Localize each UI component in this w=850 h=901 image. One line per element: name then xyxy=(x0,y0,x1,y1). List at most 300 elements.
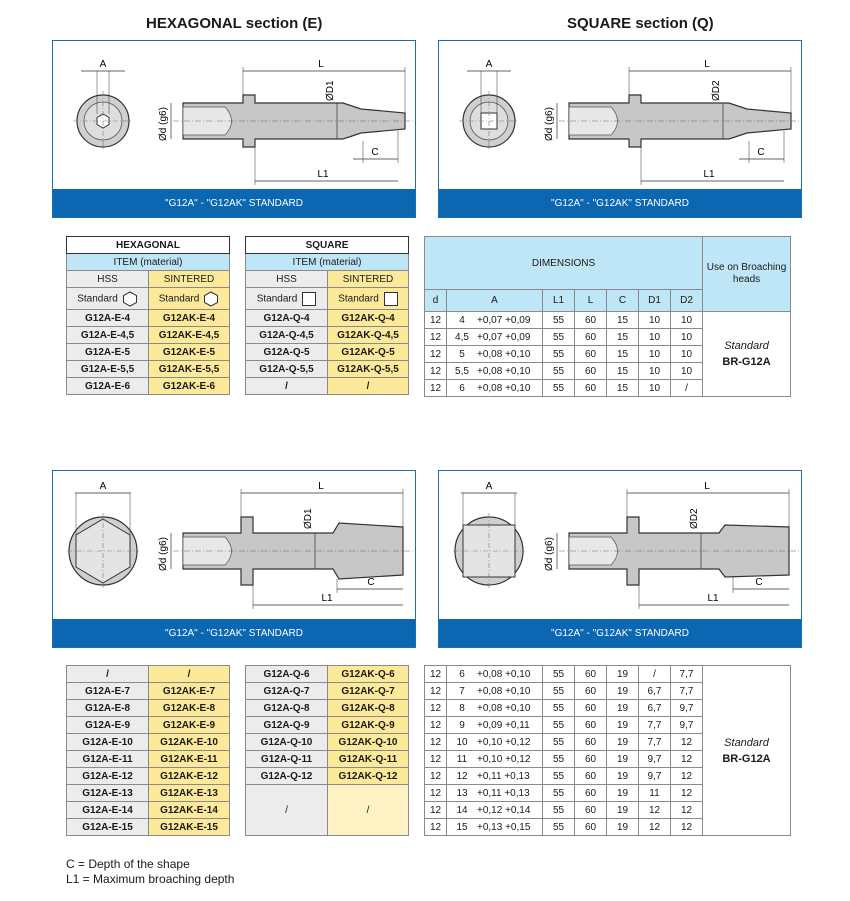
dim-label-l1: L1 xyxy=(321,593,333,604)
dim-a xyxy=(447,768,543,785)
hss-item-code: G12A-E-10 xyxy=(67,734,149,751)
dim-a-value: 9 xyxy=(459,719,465,731)
broaching-head-cell xyxy=(703,312,791,397)
dim-d1: 10 xyxy=(639,380,671,397)
dim-l: 60 xyxy=(575,734,607,751)
sintered-item-code: G12AK-Q-11 xyxy=(328,751,409,768)
hss-item-code: G12A-Q-7 xyxy=(246,683,328,700)
square-icon xyxy=(384,292,398,306)
broaching-head-model: BR-G12A xyxy=(722,356,771,368)
dim-a-value: 14 xyxy=(456,804,468,816)
sintered-item-code: G12AK-Q-12 xyxy=(328,768,409,785)
sintered-item-code: / xyxy=(149,666,230,683)
sintered-standard-cell xyxy=(149,288,230,310)
dim-d1: 7,7 xyxy=(639,717,671,734)
hss-standard-cell xyxy=(67,288,149,310)
dim-label-d: Ød (g6) xyxy=(158,537,169,571)
table-row xyxy=(67,310,230,327)
table-row xyxy=(246,717,409,734)
table-row xyxy=(67,683,230,700)
hss-item-code: G12A-E-8 xyxy=(67,700,149,717)
dim-a-value: 6 xyxy=(459,382,465,394)
dim-a-value: 13 xyxy=(456,787,468,799)
table-row xyxy=(67,361,230,378)
note-c: C = Depth of the shape xyxy=(66,857,190,871)
table-row xyxy=(67,378,230,395)
dim-d: 12 xyxy=(425,785,447,802)
dim-a-tolerance: +0,11 +0,13 xyxy=(477,787,530,799)
dim-d2: 10 xyxy=(671,329,703,346)
dim-label-a: A xyxy=(99,59,107,70)
dim-c: 19 xyxy=(607,768,639,785)
drawing-panel-square-top xyxy=(438,40,802,218)
dim-label-d2: ØD2 xyxy=(711,80,722,101)
dim-a-value: 5 xyxy=(459,348,465,360)
sintered-header: SINTERED xyxy=(328,271,409,288)
table-row xyxy=(246,683,409,700)
dim-l1: 55 xyxy=(543,802,575,819)
dim-a-tolerance: +0,08 +0,10 xyxy=(477,668,531,680)
dim-d: 12 xyxy=(425,346,447,363)
empty-cell: / xyxy=(328,785,409,836)
dim-l: 60 xyxy=(575,785,607,802)
dim-label-d: Ød (g6) xyxy=(158,107,169,141)
broaching-head-model: BR-G12A xyxy=(722,752,771,765)
dim-a-value: 8 xyxy=(459,702,465,714)
standard-band: "G12A" - "G12AK" STANDARD xyxy=(53,619,415,647)
sintered-item-code: G12AK-Q-7 xyxy=(328,683,409,700)
dim-col-header: D2 xyxy=(671,290,703,312)
dim-label-c: C xyxy=(367,577,375,588)
dim-l: 60 xyxy=(575,768,607,785)
dim-d1: 7,7 xyxy=(639,734,671,751)
dim-l: 60 xyxy=(575,802,607,819)
table-row xyxy=(67,327,230,344)
hss-item-code: G12A-Q-11 xyxy=(246,751,328,768)
dim-a-tolerance: +0,12 +0,14 xyxy=(477,804,531,816)
dim-d2: 9,7 xyxy=(671,700,703,717)
use-on-header: Use on Broaching heads xyxy=(703,237,791,312)
dim-a-tolerance: +0,08 +0,10 xyxy=(477,382,531,394)
dim-l1: 55 xyxy=(543,717,575,734)
dim-a xyxy=(447,751,543,768)
dim-c: 19 xyxy=(607,700,639,717)
dimensions-header: DIMENSIONS xyxy=(425,237,703,290)
footnotes xyxy=(66,857,234,887)
dim-a-tolerance: +0,10 +0,12 xyxy=(477,736,531,748)
hss-item-code: G12A-E-5 xyxy=(67,344,149,361)
dim-a-value: 10 xyxy=(456,736,468,748)
hss-item-code: G12A-E-7 xyxy=(67,683,149,700)
dim-l1: 55 xyxy=(543,785,575,802)
dim-a-value: 4 xyxy=(459,314,465,326)
item-material-header: ITEM (material) xyxy=(246,254,409,271)
dim-col-header: d xyxy=(425,290,447,312)
dim-d2: 12 xyxy=(671,802,703,819)
dim-a xyxy=(447,666,543,683)
hss-item-code: G12A-E-14 xyxy=(67,802,149,819)
hss-item-code: G12A-Q-8 xyxy=(246,700,328,717)
dim-a-value: 4,5 xyxy=(455,331,469,343)
dim-a-value: 12 xyxy=(456,770,468,782)
sintered-item-code: G12AK-Q-5 xyxy=(328,344,409,361)
dim-c: 19 xyxy=(607,666,639,683)
dim-d2: / xyxy=(671,380,703,397)
table-row xyxy=(246,327,409,344)
dim-d: 12 xyxy=(425,819,447,836)
dim-label-d1: ØD1 xyxy=(303,508,314,529)
dim-a xyxy=(447,802,543,819)
sintered-item-code: G12AK-E-7 xyxy=(149,683,230,700)
dim-l: 60 xyxy=(575,363,607,380)
table-row xyxy=(67,819,230,836)
dim-d2: 7,7 xyxy=(671,666,703,683)
dim-d: 12 xyxy=(425,734,447,751)
dim-c: 19 xyxy=(607,683,639,700)
dim-l: 60 xyxy=(575,819,607,836)
hexagonal-item-table-2 xyxy=(66,665,230,836)
dim-label-d: Ød (g6) xyxy=(544,107,555,141)
table-row xyxy=(425,666,791,683)
hss-item-code: G12A-Q-4 xyxy=(246,310,328,327)
dim-l1: 55 xyxy=(543,819,575,836)
sintered-item-code: G12AK-E-5 xyxy=(149,344,230,361)
dim-d: 12 xyxy=(425,768,447,785)
dim-a xyxy=(447,683,543,700)
dim-d1: 12 xyxy=(639,819,671,836)
sintered-item-code: G12AK-E-13 xyxy=(149,785,230,802)
dim-l: 60 xyxy=(575,700,607,717)
dim-label-c: C xyxy=(755,577,763,588)
dim-c: 19 xyxy=(607,785,639,802)
sintered-header: SINTERED xyxy=(149,271,230,288)
standard-band: "G12A" - "G12AK" STANDARD xyxy=(439,189,801,217)
table-row xyxy=(246,310,409,327)
dim-a-tolerance: +0,11 +0,13 xyxy=(477,770,530,782)
dim-l: 60 xyxy=(575,312,607,329)
dim-l1: 55 xyxy=(543,346,575,363)
sintered-item-code: G12AK-E-6 xyxy=(149,378,230,395)
sintered-item-code: G12AK-Q-9 xyxy=(328,717,409,734)
dim-a xyxy=(447,346,543,363)
dim-l1: 55 xyxy=(543,312,575,329)
dim-d1: 11 xyxy=(639,785,671,802)
dim-a-tolerance: +0,07 +0,09 xyxy=(477,331,531,343)
dim-d2: 10 xyxy=(671,312,703,329)
dim-d: 12 xyxy=(425,380,447,397)
hss-item-code: G12A-E-11 xyxy=(67,751,149,768)
hss-item-code: G12A-E-15 xyxy=(67,819,149,836)
dim-a xyxy=(447,700,543,717)
dim-a-tolerance: +0,08 +0,10 xyxy=(477,365,531,377)
sintered-item-code: G12AK-E-15 xyxy=(149,819,230,836)
dim-label-a: A xyxy=(99,481,107,492)
dim-a-tolerance: +0,07 +0,09 xyxy=(477,314,531,326)
hss-header: HSS xyxy=(67,271,149,288)
sintered-item-code: G12AK-Q-4,5 xyxy=(328,327,409,344)
standard-label: Standard xyxy=(724,736,769,749)
sintered-item-code: G12AK-Q-10 xyxy=(328,734,409,751)
dim-d2: 12 xyxy=(671,734,703,751)
dim-d1: / xyxy=(639,666,671,683)
dim-a xyxy=(447,819,543,836)
sintered-item-code: G12AK-E-14 xyxy=(149,802,230,819)
dim-label-l: L xyxy=(704,481,710,492)
sintered-item-code: G12AK-Q-4 xyxy=(328,310,409,327)
hss-item-code: G12A-Q-5 xyxy=(246,344,328,361)
hss-item-code: / xyxy=(67,666,149,683)
dim-d2: 12 xyxy=(671,751,703,768)
sintered-standard-cell xyxy=(328,288,409,310)
dim-label-c: C xyxy=(757,147,765,158)
dim-label-d1: ØD1 xyxy=(325,80,336,101)
dim-a-value: 5,5 xyxy=(455,365,469,377)
drawing-panel-hex-top xyxy=(52,40,416,218)
dim-l: 60 xyxy=(575,329,607,346)
hss-standard-cell xyxy=(246,288,328,310)
hss-item-code: G12A-E-9 xyxy=(67,717,149,734)
dim-c: 19 xyxy=(607,802,639,819)
dim-d2: 10 xyxy=(671,363,703,380)
dim-c: 19 xyxy=(607,717,639,734)
note-l1: L1 = Maximum broaching depth xyxy=(66,872,235,886)
broaching-head-cell xyxy=(703,666,791,836)
sintered-item-code: G12AK-E-10 xyxy=(149,734,230,751)
dim-d1: 9,7 xyxy=(639,751,671,768)
dim-label-l: L xyxy=(318,59,324,70)
table-row xyxy=(67,768,230,785)
square-item-table-2 xyxy=(245,665,409,836)
hexagon-icon xyxy=(203,291,219,307)
dim-l1: 55 xyxy=(543,363,575,380)
hss-header: HSS xyxy=(246,271,328,288)
dim-d: 12 xyxy=(425,329,447,346)
hss-item-code: G12A-E-13 xyxy=(67,785,149,802)
empty-cell: / xyxy=(246,785,328,836)
dim-c: 19 xyxy=(607,751,639,768)
hss-item-code: G12A-Q-9 xyxy=(246,717,328,734)
dim-l: 60 xyxy=(575,380,607,397)
dim-label-d: Ød (g6) xyxy=(544,537,555,571)
dim-d1: 6,7 xyxy=(639,700,671,717)
table-row xyxy=(246,734,409,751)
broach-drawing-hex-top xyxy=(53,41,417,191)
table-row xyxy=(67,700,230,717)
dim-d: 12 xyxy=(425,751,447,768)
table-title: SQUARE xyxy=(246,237,409,254)
hss-item-code: G12A-Q-4,5 xyxy=(246,327,328,344)
dim-l1: 55 xyxy=(543,751,575,768)
table-row xyxy=(246,751,409,768)
dim-label-l1: L1 xyxy=(317,169,329,180)
dim-d1: 10 xyxy=(639,363,671,380)
dim-label-l: L xyxy=(704,59,710,70)
dim-d1: 10 xyxy=(639,329,671,346)
square-item-table xyxy=(245,236,409,395)
dim-d2: 7,7 xyxy=(671,683,703,700)
dim-l1: 55 xyxy=(543,329,575,346)
table-row xyxy=(246,768,409,785)
dim-a-tolerance: +0,08 +0,10 xyxy=(477,348,531,360)
sintered-item-code: G12AK-E-11 xyxy=(149,751,230,768)
dim-label-l1: L1 xyxy=(703,169,715,180)
hexagonal-item-table xyxy=(66,236,230,395)
dim-d1: 10 xyxy=(639,312,671,329)
dim-d1: 12 xyxy=(639,802,671,819)
dim-l1: 55 xyxy=(543,768,575,785)
hss-item-code: G12A-E-6 xyxy=(67,378,149,395)
dim-c: 19 xyxy=(607,734,639,751)
dim-label-l1: L1 xyxy=(707,593,719,604)
broach-drawing-hex-bottom xyxy=(53,471,417,621)
dim-l1: 55 xyxy=(543,683,575,700)
dim-c: 15 xyxy=(607,329,639,346)
dim-a-value: 6 xyxy=(459,668,465,680)
dim-a-tolerance: +0,08 +0,10 xyxy=(477,685,531,697)
sintered-item-code: G12AK-E-12 xyxy=(149,768,230,785)
standard-band: "G12A" - "G12AK" STANDARD xyxy=(439,619,801,647)
dim-d2: 9,7 xyxy=(671,717,703,734)
table-row xyxy=(67,344,230,361)
dim-col-header: L xyxy=(575,290,607,312)
dim-a xyxy=(447,717,543,734)
dim-label-a: A xyxy=(485,59,493,70)
broach-drawing-square-bottom xyxy=(439,471,803,621)
dim-l1: 55 xyxy=(543,666,575,683)
dim-d2: 12 xyxy=(671,768,703,785)
hss-item-code: G12A-Q-10 xyxy=(246,734,328,751)
dim-a-tolerance: +0,09 +0,11 xyxy=(477,719,530,731)
dim-c: 19 xyxy=(607,819,639,836)
dim-l: 60 xyxy=(575,346,607,363)
sintered-item-code: G12AK-Q-5,5 xyxy=(328,361,409,378)
hss-item-code: G12A-E-4,5 xyxy=(67,327,149,344)
dim-l1: 55 xyxy=(543,380,575,397)
sintered-item-code: G12AK-E-4,5 xyxy=(149,327,230,344)
sintered-item-code: / xyxy=(328,378,409,395)
dim-a xyxy=(447,312,543,329)
dim-a xyxy=(447,329,543,346)
item-material-header: ITEM (material) xyxy=(67,254,230,271)
dim-d: 12 xyxy=(425,363,447,380)
standard-label: Standard xyxy=(338,293,379,305)
square-section-title: SQUARE section (Q) xyxy=(567,15,714,32)
standard-label: Standard xyxy=(158,293,200,305)
dim-a xyxy=(447,785,543,802)
hss-item-code: / xyxy=(246,378,328,395)
dim-d2: 10 xyxy=(671,346,703,363)
table-title: HEXAGONAL xyxy=(67,237,230,254)
sintered-item-code: G12AK-E-8 xyxy=(149,700,230,717)
dim-c: 15 xyxy=(607,346,639,363)
dim-l1: 55 xyxy=(543,734,575,751)
table-row xyxy=(67,751,230,768)
standard-band: "G12A" - "G12AK" STANDARD xyxy=(53,189,415,217)
dim-a-tolerance: +0,10 +0,12 xyxy=(477,753,531,765)
table-row xyxy=(67,717,230,734)
sintered-item-code: G12AK-E-5,5 xyxy=(149,361,230,378)
dim-l: 60 xyxy=(575,666,607,683)
dim-d1: 9,7 xyxy=(639,768,671,785)
dim-d: 12 xyxy=(425,717,447,734)
hss-item-code: G12A-Q-6 xyxy=(246,666,328,683)
dim-d: 12 xyxy=(425,802,447,819)
dim-col-header: C xyxy=(607,290,639,312)
dim-d2: 12 xyxy=(671,819,703,836)
sintered-item-code: G12AK-Q-6 xyxy=(328,666,409,683)
table-row xyxy=(246,344,409,361)
dimensions-table-2 xyxy=(424,665,791,836)
dim-col-header: D1 xyxy=(639,290,671,312)
hss-item-code: G12A-E-12 xyxy=(67,768,149,785)
sintered-item-code: G12AK-E-4 xyxy=(149,310,230,327)
drawing-panel-hex-bottom xyxy=(52,470,416,648)
dimensions-table xyxy=(424,236,791,397)
hexagon-icon xyxy=(122,291,138,307)
dim-a-value: 15 xyxy=(456,821,468,833)
table-row xyxy=(425,312,791,329)
table-row xyxy=(246,700,409,717)
dim-d1: 10 xyxy=(639,346,671,363)
sintered-item-code: G12AK-E-9 xyxy=(149,717,230,734)
broach-drawing-square-top xyxy=(439,41,803,191)
dim-c: 15 xyxy=(607,380,639,397)
dim-a xyxy=(447,734,543,751)
standard-label: Standard xyxy=(77,293,118,305)
table-row xyxy=(67,734,230,751)
dim-a-tolerance: +0,13 +0,15 xyxy=(477,821,531,833)
dim-label-c: C xyxy=(371,147,379,158)
square-icon xyxy=(302,292,316,306)
sintered-item-code: G12AK-Q-8 xyxy=(328,700,409,717)
dim-a-tolerance: +0,08 +0,10 xyxy=(477,702,531,714)
dim-col-header: A xyxy=(447,290,543,312)
dim-l: 60 xyxy=(575,751,607,768)
dim-d2: 12 xyxy=(671,785,703,802)
dim-l: 60 xyxy=(575,683,607,700)
dim-d: 12 xyxy=(425,666,447,683)
hss-item-code: G12A-Q-5,5 xyxy=(246,361,328,378)
dim-d1: 6,7 xyxy=(639,683,671,700)
dim-label-l: L xyxy=(318,481,324,492)
standard-label: Standard xyxy=(724,340,769,352)
dim-label-a: A xyxy=(485,481,493,492)
dim-label-d2: ØD2 xyxy=(689,508,700,529)
dim-a-value: 11 xyxy=(456,753,468,765)
table-row xyxy=(67,802,230,819)
dim-col-header: L1 xyxy=(543,290,575,312)
dim-d: 12 xyxy=(425,700,447,717)
table-row xyxy=(246,666,409,683)
table-row xyxy=(67,666,230,683)
table-row xyxy=(246,361,409,378)
dim-c: 15 xyxy=(607,312,639,329)
hss-item-code: G12A-E-4 xyxy=(67,310,149,327)
dim-l1: 55 xyxy=(543,700,575,717)
table-row xyxy=(246,378,409,395)
dim-a-value: 7 xyxy=(459,685,465,697)
dim-d: 12 xyxy=(425,312,447,329)
hss-item-code: G12A-E-5,5 xyxy=(67,361,149,378)
dim-a xyxy=(447,380,543,397)
drawing-panel-square-bottom xyxy=(438,470,802,648)
standard-label: Standard xyxy=(256,293,298,305)
hss-item-code: G12A-Q-12 xyxy=(246,768,328,785)
hexagonal-section-title: HEXAGONAL section (E) xyxy=(146,15,323,32)
table-row xyxy=(67,785,230,802)
dim-a xyxy=(447,363,543,380)
dim-d: 12 xyxy=(425,683,447,700)
